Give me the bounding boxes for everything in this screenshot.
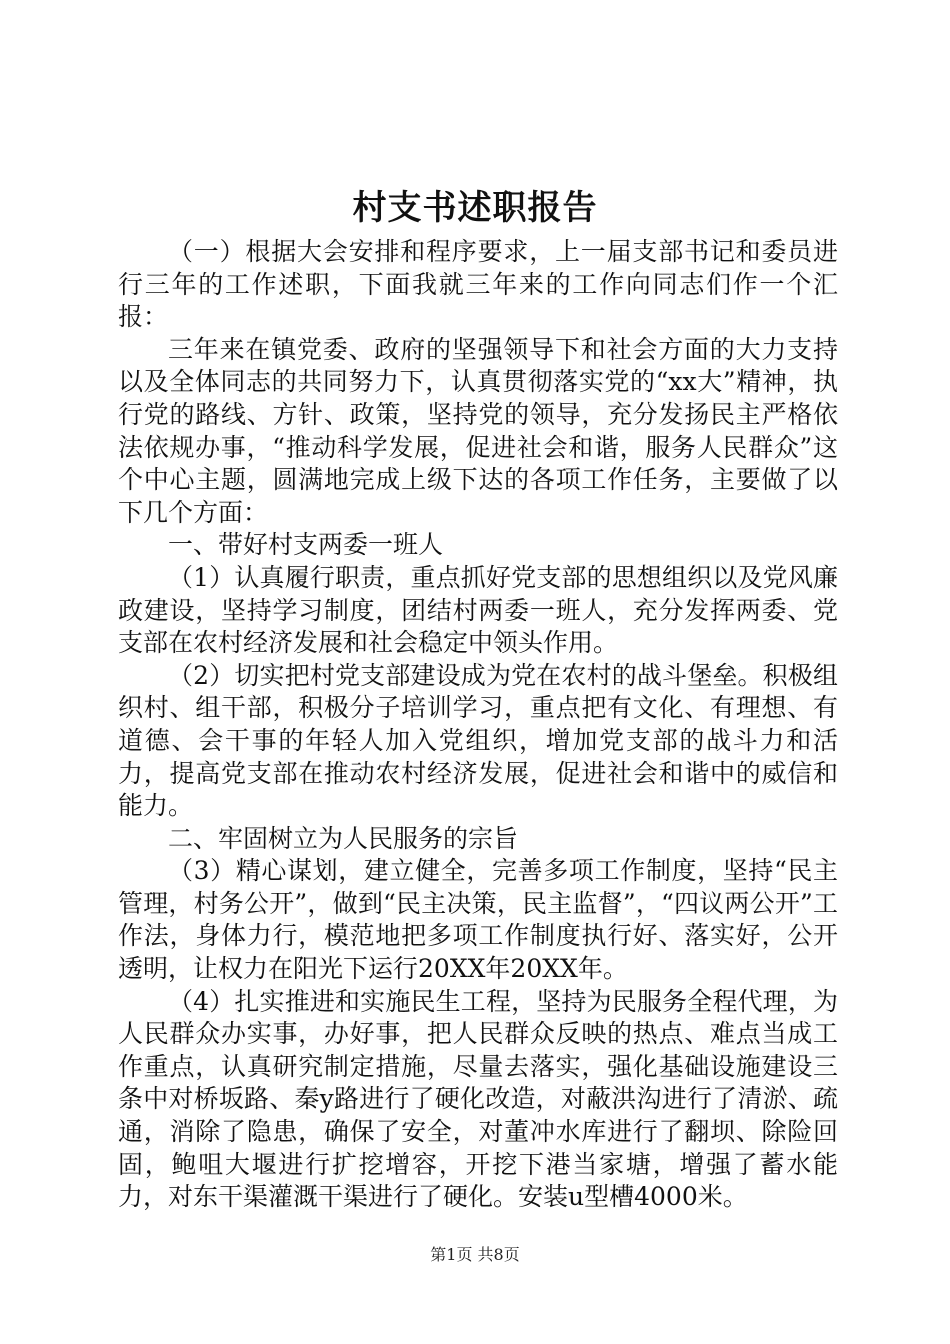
paragraph-item-4: （4）扎实推进和实施民生工程，坚持为民服务全程代理，为人民群众办实事，办好事，把人民群众反映的热点、难点当成工作重点，认真研究制定措施，尽量去落实，强化基础设施建设三条中对桥坂路、秦y路进行了硬化改造，对蔽洪沟进行了清淤、疏通，消除了隐患，确保了安全，对董冲水库进行了翻坝、除险回固，鲍咀大堰进行扩挖增容，开挖下港当家塘，增强了蓄水能力，对东干渠灌溉干渠进行了硬化。安装u型槽4000米。 (118, 986, 838, 1212)
page-footer: 第1页 共8页 (430, 1245, 520, 1264)
paragraph-item-1: （1）认真履行职责，重点抓好党支部的思想组织以及党风廉政建设，坚持学习制度，团结村两委一班人，充分发挥两委、党支部在农村经济发展和社会稳定中领头作用。 (118, 562, 838, 658)
document-body (118, 236, 838, 1214)
document-title: 村支书述职报告 (352, 188, 598, 228)
section-heading-2: 二、牢固树立为人民服务的宗旨 (168, 823, 519, 853)
paragraph-item-2: （2）切实把村党支部建设成为党在农村的战斗堡垒。积极组织村、组干部，积极分子培训学习，重点把有文化、有理想、有道德、会干事的年轻人加入党组织，增加党支部的战斗力和活力，提高党支部在推动农村经济发展，促进社会和谐中的威信和能力。 (118, 660, 838, 821)
paragraph-summary: 三年来在镇党委、政府的坚强领导下和社会方面的大力支持以及全体同志的共同努力下，认真贯彻落实党的“xx大”精神，执行党的路线、方针、政策，坚持党的领导，充分发扬民主严格依法依规办事，“推动科学发展，促进社会和谐，服务人民群众”这个中心主题，圆满地完成上级下达的各项工作任务，主要做了以下几个方面： (118, 334, 838, 527)
section-heading-1: 一、带好村支两委一班人 (168, 530, 444, 560)
paragraph-intro: （一）根据大会安排和程序要求，上一届支部书记和委员进行三年的工作述职，下面我就三年来的工作向同志们作一个汇报： (118, 237, 838, 332)
paragraph-item-3: （3）精心谋划，建立健全，完善多项工作制度，坚持“民主管理，村务公开”，做到“民主决策，民主监督”，“四议两公开”工作法，身体力行，模范地把多项工作制度执行好、落实好，公开透明，让权力在阳光下运行20XX年20XX年。 (118, 856, 838, 984)
